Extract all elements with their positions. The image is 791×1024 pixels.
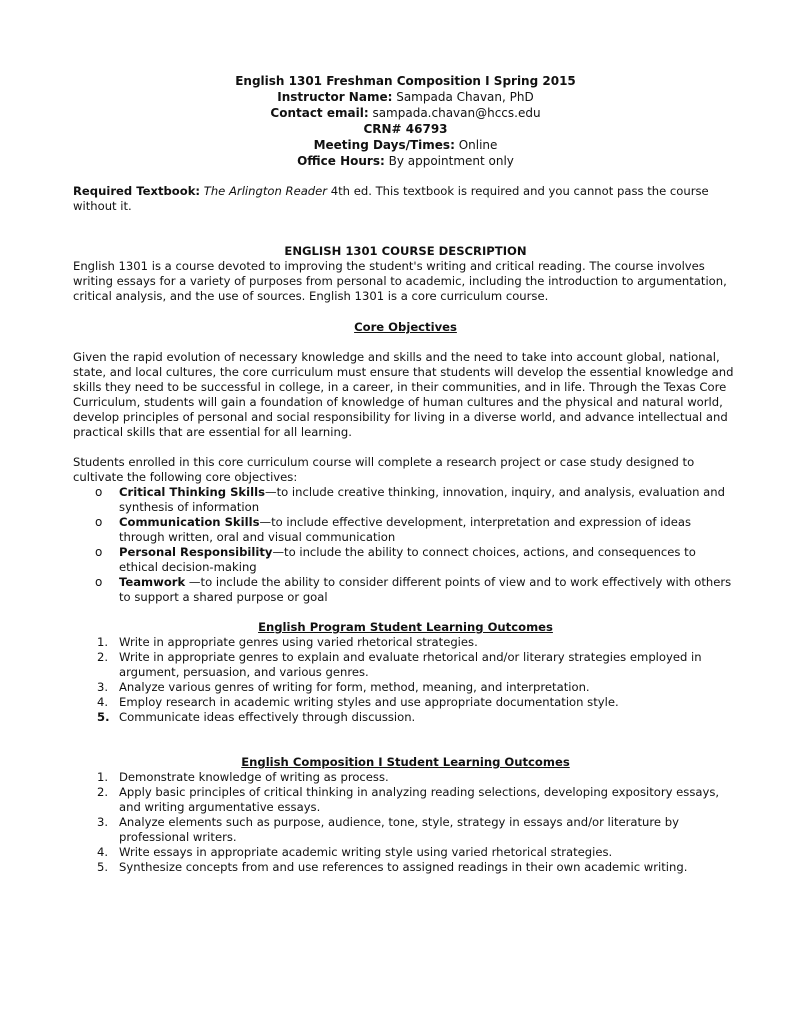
item-text: Analyze various genres of writing for form, method, meaning, and interpretation. (119, 680, 590, 694)
item-text: Write in appropriate genres using varied rhetorical strategies. (119, 635, 478, 649)
syllabus-page (73, 73, 738, 875)
list-item (73, 515, 738, 545)
objective-term: Personal Responsibility (119, 545, 273, 559)
objective-term: Critical Thinking Skills (119, 485, 265, 499)
item-number: 3. (97, 815, 109, 829)
list-item (73, 845, 738, 860)
composition-outcomes-heading: English Composition I Student Learning Outcomes (241, 755, 570, 769)
description-heading: ENGLISH 1301 COURSE DESCRIPTION (284, 244, 527, 258)
list-item (73, 575, 738, 605)
item-number: 5. (97, 710, 110, 724)
email-line (73, 105, 738, 121)
list-item (73, 710, 738, 725)
list-item (73, 545, 738, 575)
item-text: Synthesize concepts from and use references to assigned readings in their own academic writing. (119, 860, 688, 874)
objective-desc: —to include creative thinking, innovation, inquiry, and analysis, evaluation and synthesis of information (119, 485, 725, 514)
list-item (73, 770, 738, 785)
program-outcomes-list (73, 635, 738, 725)
objective-desc: —to include the ability to connect choices, actions, and consequences to ethical decision-making (119, 545, 696, 574)
textbook-paragraph (73, 184, 738, 214)
list-item (73, 680, 738, 695)
objective-term: Communication Skills (119, 515, 260, 529)
list-item (73, 650, 738, 680)
core-paragraph-1: Given the rapid evolution of necessary knowledge and skills and the need to take into account global, national, state, and local cultures, the core curriculum must ensure that students will develop the essential knowledge and skills they need to be successful in college, in a career, in their communities, and in life. Through the Texas Core Curriculum, students will gain a foundation of knowledge of human cultures and the physical and natural world, develop principles of personal and social responsibility for living in a diverse world, and advance intellectual and practical skills that are essential for all learning. (73, 350, 734, 439)
item-text: Apply basic principles of critical thinking in analyzing reading selections, developing expository essays, and writing argumentative essays. (119, 785, 720, 814)
composition-outcomes-list (73, 770, 738, 875)
program-outcomes-heading: English Program Student Learning Outcomes (258, 620, 553, 634)
instructor-line (73, 89, 738, 105)
instructor-value: Sampada Chavan, PhD (392, 90, 534, 104)
textbook-title: The Arlington Reader (203, 184, 328, 198)
objective-desc: —to include the ability to consider different points of view and to work effectively with others to support a shared purpose or goal (119, 575, 732, 604)
meeting-value: Online (454, 138, 498, 152)
list-item (73, 815, 738, 845)
item-number: 2. (97, 785, 109, 799)
objective-desc: —to include effective development, interpretation and expression of ideas through written, oral and visual communication (119, 515, 692, 544)
objective-term: Teamwork (119, 575, 186, 589)
course-title: English 1301 Freshman Composition I Spring 2015 (235, 74, 576, 88)
item-number: 5. (97, 860, 109, 874)
core-paragraph-2: Students enrolled in this core curriculum course will complete a research project or case study designed to cultivate the following core objectives: (73, 455, 695, 484)
email-label: Contact email: (270, 106, 369, 120)
bullet-icon: o (95, 575, 103, 589)
office-hours-line (73, 153, 738, 169)
list-item (73, 860, 738, 875)
list-item (73, 695, 738, 710)
office-hours-label: Office Hours: (297, 154, 385, 168)
item-text: Communicate ideas effectively through discussion. (119, 710, 416, 724)
item-number: 2. (97, 650, 109, 664)
bullet-icon: o (95, 515, 103, 529)
list-item (73, 785, 738, 815)
office-hours-value: By appointment only (384, 154, 514, 168)
item-text: Employ research in academic writing styles and use appropriate documentation style. (119, 695, 619, 709)
item-text: Write essays in appropriate academic writing style using varied rhetorical strategies. (119, 845, 613, 859)
item-text: Demonstrate knowledge of writing as process. (119, 770, 389, 784)
description-paragraph: English 1301 is a course devoted to improving the student's writing and critical reading. The course involves writing essays for a variety of purposes from personal to academic, including the introduction to argumentation, critical analysis, and the use of sources. English 1301 is a core curriculum course. (73, 259, 727, 303)
meeting-line (73, 137, 738, 153)
meeting-label: Meeting Days/Times: (313, 138, 455, 152)
course-header (73, 73, 738, 169)
email-value[interactable]: sampada.chavan@hccs.edu (368, 106, 541, 120)
bullet-icon: o (95, 485, 103, 499)
list-item (73, 635, 738, 650)
core-objectives-heading: Core Objectives (354, 320, 457, 334)
item-number: 1. (97, 635, 109, 649)
item-number: 4. (97, 845, 109, 859)
textbook-label: Required Textbook: (73, 184, 201, 198)
item-number: 4. (97, 695, 109, 709)
crn-line: CRN# 46793 (363, 122, 448, 136)
instructor-label: Instructor Name: (277, 90, 393, 104)
bullet-icon: o (95, 545, 103, 559)
item-text: Write in appropriate genres to explain and evaluate rhetorical and/or literary strategies employed in argument, persuasion, and various genres. (119, 650, 702, 679)
textbook-note: 4th ed. This textbook is required and you cannot pass the course without it. (73, 184, 709, 213)
list-item (73, 485, 738, 515)
item-number: 3. (97, 680, 109, 694)
item-text: Analyze elements such as purpose, audience, tone, style, strategy in essays and/or literature by professional writers. (119, 815, 679, 844)
item-number: 1. (97, 770, 109, 784)
core-objectives-list (73, 485, 738, 605)
